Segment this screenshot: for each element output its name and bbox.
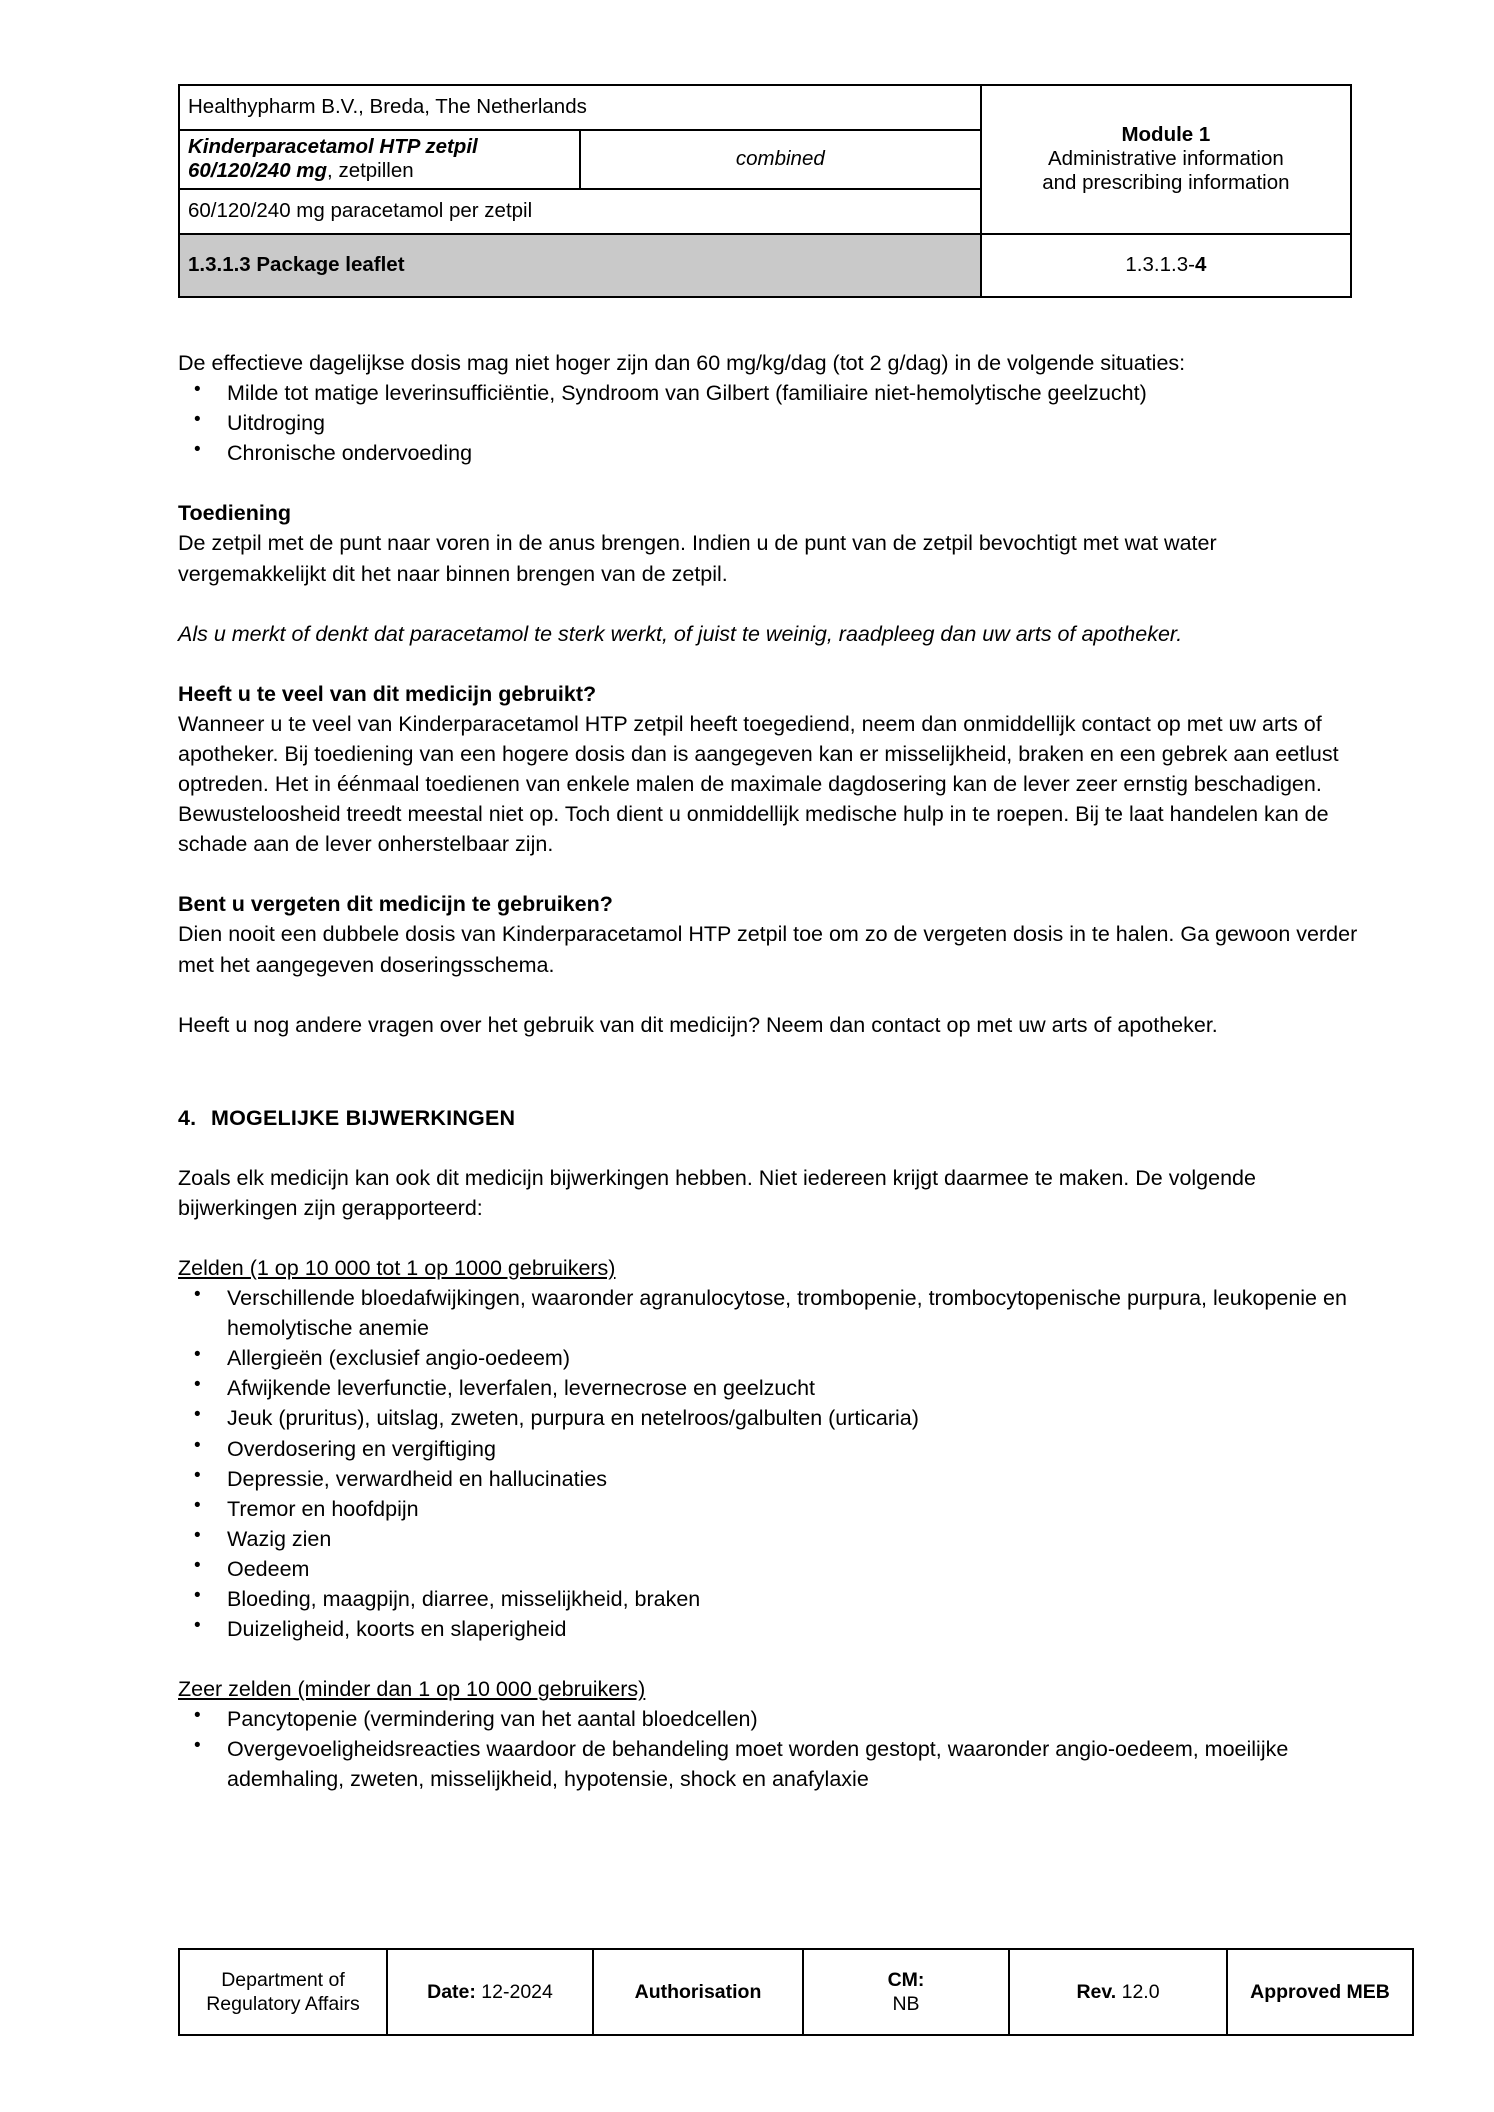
list-item: • Bloeding, maagpijn, diarree, misselijkheid, braken bbox=[178, 1584, 1363, 1614]
footer-rev-cell bbox=[1009, 1949, 1227, 2035]
page-number-prefix: 1.3.1.3- bbox=[1125, 253, 1195, 277]
list-item: • Depressie, verwardheid en hallucinaties bbox=[178, 1464, 1363, 1494]
list-item: • Jeuk (pruritus), uitslag, zweten, purpura en netelroos/galbulten (urticaria) bbox=[178, 1403, 1363, 1433]
footer-cm-value: NB bbox=[892, 1993, 920, 2015]
italic-advice-note: Als u merkt of denkt dat paracetamol te sterk werkt, of juist te weinig, raadpleeg dan uw arts of apotheker. bbox=[178, 621, 1183, 646]
very-rare-frequency-heading: Zeer zelden (minder dan 1 op 10 000 gebruikers) bbox=[178, 1677, 646, 1702]
spacer bbox=[178, 1223, 1363, 1253]
spacer bbox=[178, 1133, 1363, 1163]
footer-cm-label: CM: bbox=[887, 1968, 925, 1991]
list-item: • Chronische ondervoeding bbox=[178, 438, 1363, 468]
list-item: • Pancytopenie (vermindering van het aantal bloedcellen) bbox=[178, 1704, 1363, 1734]
spacer bbox=[178, 649, 1363, 679]
document-footer-table bbox=[178, 1948, 1414, 2036]
header-strength-cell: 60/120/240 mg paracetamol per zetpil bbox=[179, 189, 981, 234]
spacer bbox=[178, 1040, 1363, 1082]
toediening-heading: Toediening bbox=[178, 501, 292, 526]
forgotten-paragraph: Dien nooit een dubbele dosis van Kinderparacetamol HTP zetpil toe om zo de vergeten dosis in te halen. Ga gewoon verder met het aangegeven doseringsschema. bbox=[178, 922, 1358, 977]
forgotten-heading: Bent u vergeten dit medicijn te gebruiken? bbox=[178, 892, 613, 917]
footer-date-cell bbox=[387, 1949, 593, 2035]
list-item: • Milde tot matige leverinsufficiëntie, Syndroom van Gilbert (familiaire niet-hemolytische geelzucht) bbox=[178, 378, 1363, 408]
header-product-name: Kinderparacetamol HTP zetpil 60/120/240 mg bbox=[188, 135, 478, 183]
footer-authorisation-cell bbox=[593, 1949, 803, 2035]
header-page-number bbox=[981, 234, 1351, 297]
section-4-title: MOGELIJKE BIJWERKINGEN bbox=[211, 1105, 516, 1130]
header-company-cell: Healthypharm B.V., Breda, The Netherlands bbox=[179, 85, 981, 130]
list-item: • Tremor en hoofdpijn bbox=[178, 1494, 1363, 1524]
section-4-intro: Zoals elk medicijn kan ook dit medicijn bijwerkingen hebben. Niet iedereen krijgt daarmee te maken. De volgende bijwerkingen zijn gerapporteerd: bbox=[178, 1165, 1256, 1220]
footer-cm-cell bbox=[803, 1949, 1009, 2035]
list-item: • Overdosering en vergiftiging bbox=[178, 1434, 1363, 1464]
footer-approved-label: Approved MEB bbox=[1250, 1980, 1390, 2003]
intro-paragraph: De effectieve dagelijkse dosis mag niet hoger zijn dan 60 mg/kg/dag (tot 2 g/dag) in de volgende situaties: bbox=[178, 351, 1186, 375]
spacer bbox=[178, 589, 1363, 619]
list-item: • Wazig zien bbox=[178, 1524, 1363, 1554]
page-number-value: 4 bbox=[1194, 253, 1207, 277]
very-rare-side-effects-list bbox=[178, 1704, 1363, 1794]
module-line-1: Administrative information bbox=[1047, 147, 1284, 171]
list-item: • Overgevoeligheidsreacties waardoor de behandeling moet worden gestopt, waaronder angio-oedeem, moeilijke ademhaling, zweten, misselijkheid, hypotensie, shock en anafylaxie bbox=[178, 1734, 1363, 1794]
footer-date-label: Date: bbox=[427, 1980, 476, 2003]
module-title: Module 1 bbox=[1121, 122, 1211, 146]
footer-department-line-1: Department of bbox=[221, 1968, 345, 1991]
footer-rev-label: Rev. bbox=[1076, 1980, 1117, 2003]
intro-bullet-list bbox=[178, 378, 1363, 468]
footer-approved-cell bbox=[1227, 1949, 1413, 2035]
spacer bbox=[178, 980, 1363, 1010]
footer-rev-value: 12.0 bbox=[1116, 1980, 1160, 2003]
rare-frequency-heading: Zelden (1 op 10 000 tot 1 op 1000 gebruikers) bbox=[178, 1255, 616, 1280]
list-item: • Duizeligheid, koorts en slaperigheid bbox=[178, 1614, 1363, 1644]
leaflet-body bbox=[178, 348, 1363, 1795]
header-combined-cell: combined bbox=[580, 130, 981, 189]
header-row-leaflet bbox=[179, 234, 1351, 297]
section-4-number: 4. bbox=[178, 1105, 197, 1130]
overdose-heading: Heeft u te veel van dit medicijn gebruikt? bbox=[178, 681, 597, 706]
spacer bbox=[178, 1644, 1363, 1674]
header-row-company bbox=[179, 85, 1351, 130]
header-module-cell bbox=[981, 85, 1351, 234]
footer-row bbox=[179, 1949, 1413, 2035]
rare-side-effects-list bbox=[178, 1283, 1363, 1644]
header-product-form: , zetpillen bbox=[327, 159, 414, 183]
document-header-table bbox=[178, 84, 1352, 298]
overdose-paragraph: Wanneer u te veel van Kinderparacetamol HTP zetpil heeft toegediend, neem dan onmiddellijk contact op met uw arts of apotheker. Bij toediening van een hogere dosis dan is aangegeven kan er misselijkheid, braken en een gebrek aan eetlust optreden. Het in éénmaal toedienen van enkele malen de maximale dagdosering kan de lever zeer ernstig beschadigen. Bewusteloosheid treedt meestal niet op. Toch dient u onmiddellijk medische hulp in te roepen. Bij te laat handelen kan de schade aan de lever onherstelbaar zijn. bbox=[178, 711, 1339, 857]
list-item: • Verschillende bloedafwijkingen, waaronder agranulocytose, trombopenie, trombocytopenische purpura, leukopenie en hemolytische anemie bbox=[178, 1283, 1363, 1343]
list-item: • Uitdroging bbox=[178, 408, 1363, 438]
footer-department-line-2: Regulatory Affairs bbox=[206, 1993, 360, 2015]
spacer bbox=[178, 468, 1363, 498]
footer-department-cell bbox=[179, 1949, 387, 2035]
footer-authorisation-label: Authorisation bbox=[634, 1980, 762, 2003]
list-item: • Oedeem bbox=[178, 1554, 1363, 1584]
questions-paragraph: Heeft u nog andere vragen over het gebruik van dit medicijn? Neem dan contact op met uw arts of apotheker. bbox=[178, 1012, 1218, 1037]
list-item: • Afwijkende leverfunctie, leverfalen, levernecrose en geelzucht bbox=[178, 1373, 1363, 1403]
list-item: • Allergieën (exclusief angio-oedeem) bbox=[178, 1343, 1363, 1373]
header-product-cell bbox=[179, 130, 580, 189]
section-4-heading bbox=[178, 1103, 1363, 1133]
footer-date-value: 12-2024 bbox=[475, 1980, 553, 2003]
spacer bbox=[178, 859, 1363, 889]
spacer bbox=[178, 1082, 1363, 1103]
header-leaflet-title: 1.3.1.3 Package leaflet bbox=[179, 234, 981, 297]
module-line-2: and prescribing information bbox=[1042, 171, 1290, 195]
toediening-paragraph: De zetpil met de punt naar voren in de anus brengen. Indien u de punt van de zetpil bevochtigt met wat water vergemakkelijkt dit het naar binnen brengen van de zetpil. bbox=[178, 531, 1217, 586]
